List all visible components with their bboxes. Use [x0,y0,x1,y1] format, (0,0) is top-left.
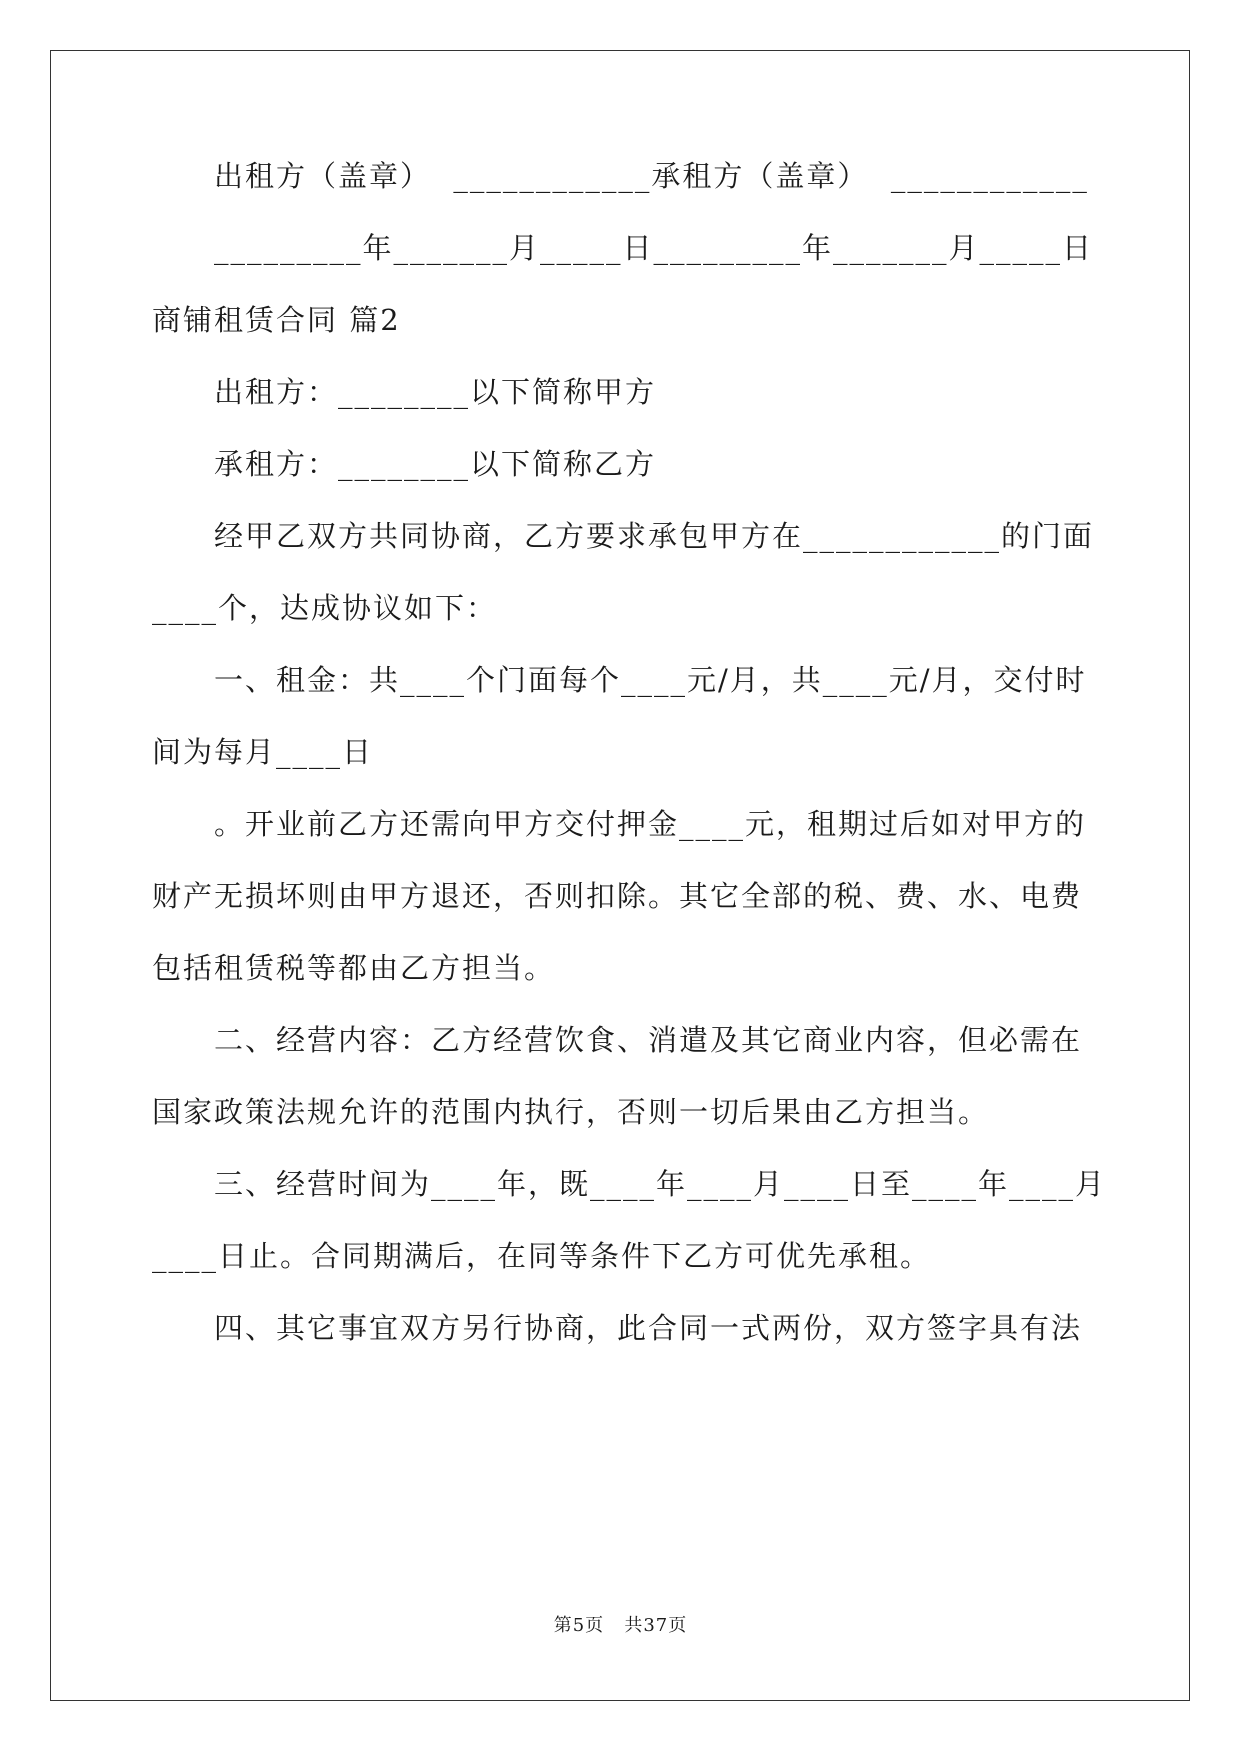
paragraph-line: 三、经营时间为____年，既____年____月____日至____年____月 [214,1167,1107,1201]
page-number: 第5页 [553,1615,605,1636]
page-total: 共37页 [624,1615,688,1636]
paragraph-line: ____个，达成协议如下： [152,591,498,625]
paragraph-line: 国家政策法规允许的范围内执行，否则一切后果由乙方担当。 [152,1095,990,1129]
signature-line: 出租方（盖章） ____________承租方（盖章） ____________ [214,159,1089,193]
date-line: _________年_______月_____日_________年_______月_____日 [214,231,1094,265]
page-footer [0,1611,1241,1637]
lessee-line: 承租方：________以下简称乙方 [214,447,657,481]
lessor-line: 出租方：________以下简称甲方 [214,375,657,409]
paragraph-line: 经甲乙双方共同协商，乙方要求承包甲方在____________的门面 [214,519,1095,553]
section-heading: 商铺租赁合同 篇2 [152,303,401,337]
paragraph-line: 二、经营内容：乙方经营饮食、消遣及其它商业内容，但必需在 [214,1023,1083,1057]
paragraph-line: 一、租金：共____个门面每个____元/月，共____元/月，交付时 [214,663,1087,697]
paragraph-line: 间为每月____日 [152,735,374,769]
paragraph-line: ____日止。合同期满后，在同等条件下乙方可优先承租。 [152,1239,932,1273]
paragraph-line: 财产无损坏则由甲方退还，否则扣除。其它全部的税、费、水、电费 [152,879,1083,913]
paragraph-line: 四、其它事宜双方另行协商，此合同一式两份，双方签字具有法 [214,1311,1083,1345]
paragraph-line: 。开业前乙方还需向甲方交付押金____元，租期过后如对甲方的 [214,807,1087,841]
paragraph-line: 包括租赁税等都由乙方担当。 [152,951,556,985]
